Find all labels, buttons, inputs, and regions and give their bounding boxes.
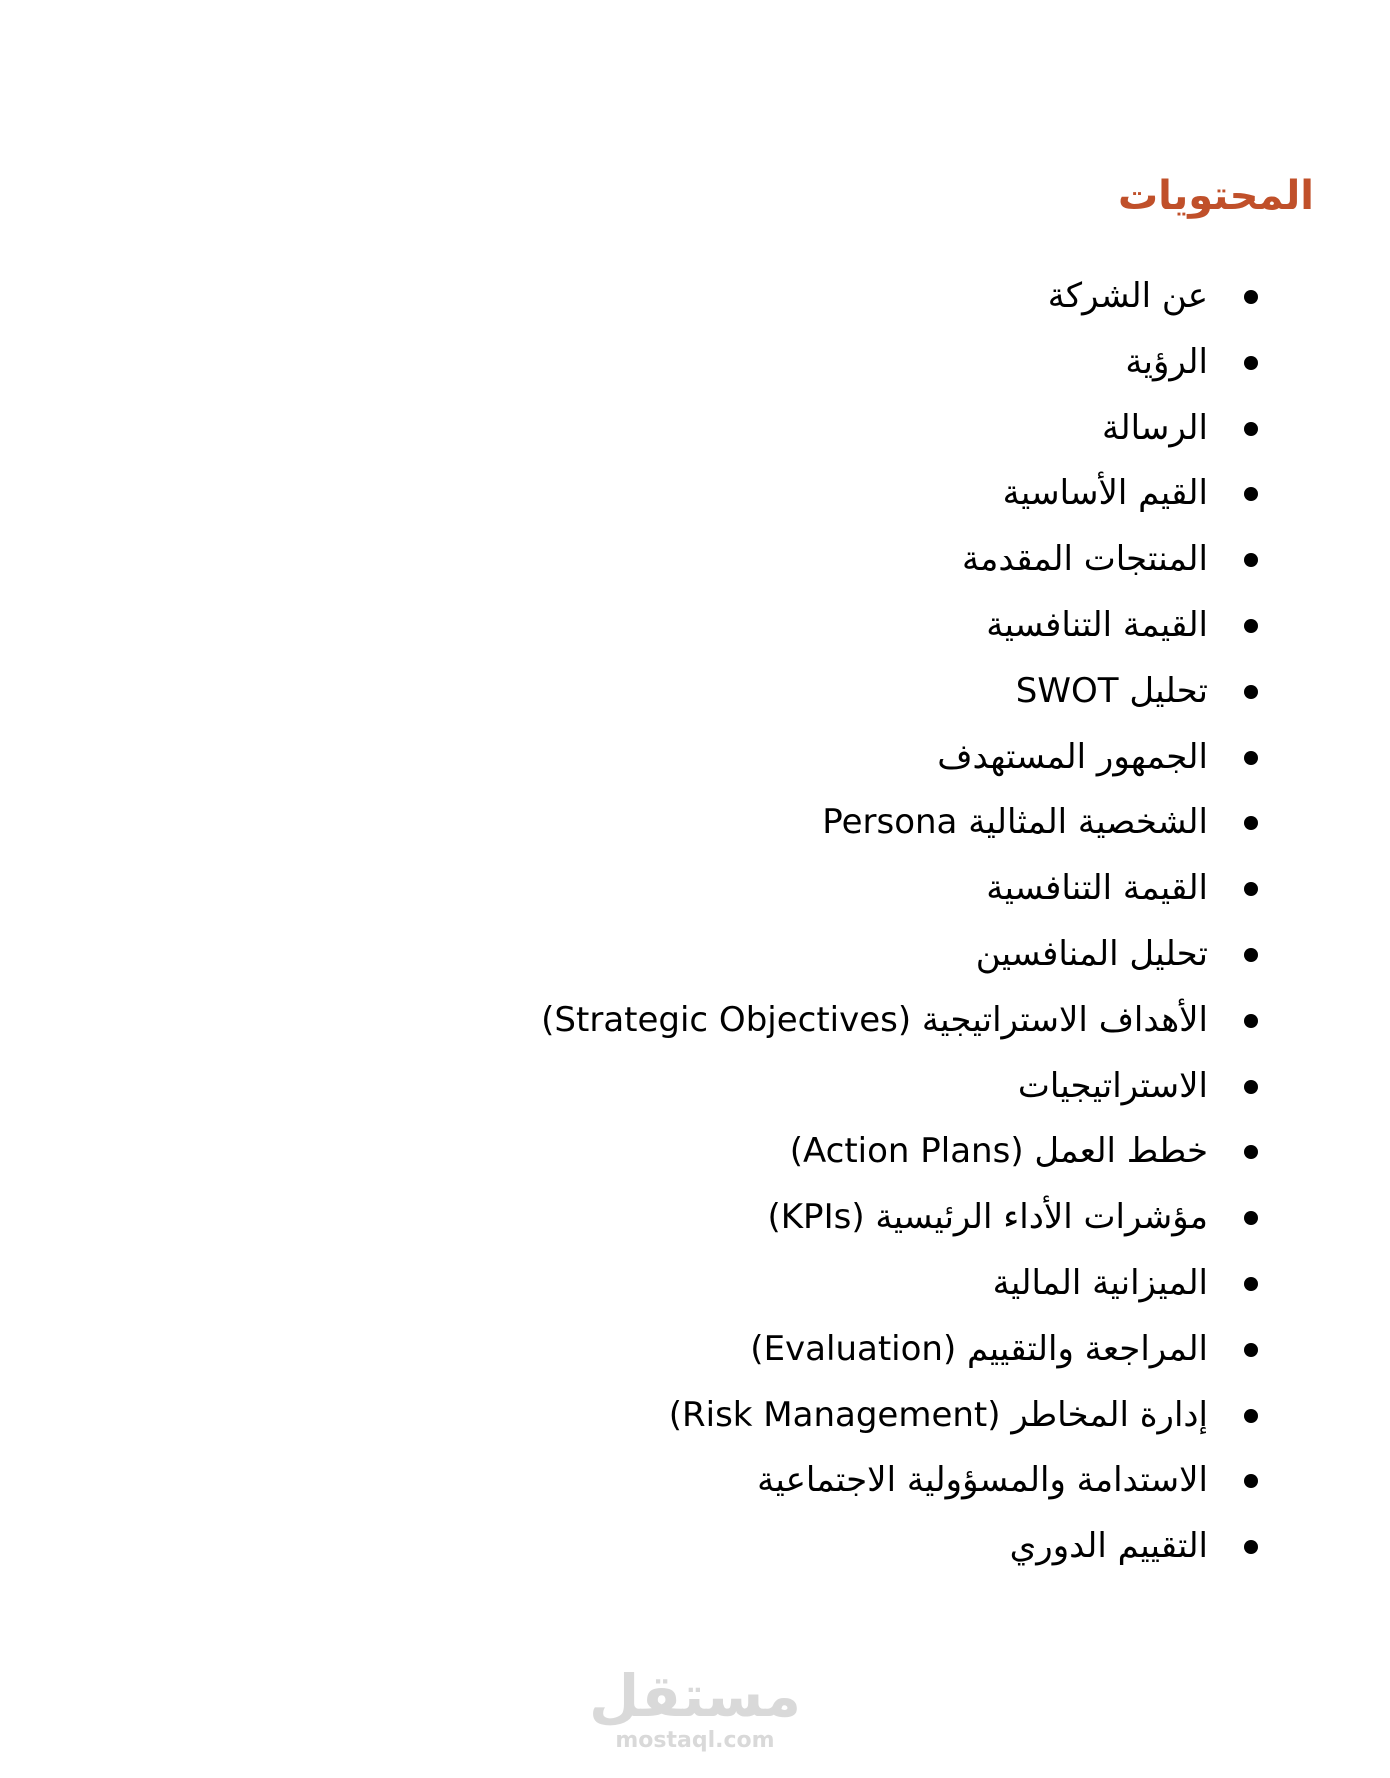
bullet-icon bbox=[1244, 816, 1258, 830]
toc-item-label: عن الشركة bbox=[1047, 276, 1208, 316]
toc-item bbox=[541, 1448, 1258, 1514]
bullet-icon bbox=[1244, 356, 1258, 370]
bullet-icon bbox=[1244, 553, 1258, 567]
toc-item bbox=[541, 856, 1258, 922]
watermark-logo: مستقل bbox=[588, 1662, 802, 1730]
bullet-icon bbox=[1244, 1014, 1258, 1028]
toc-item-label: التقييم الدوري bbox=[1009, 1526, 1208, 1567]
bullet-icon bbox=[1244, 1343, 1258, 1357]
toc-item bbox=[541, 659, 1258, 725]
bullet-icon bbox=[1244, 1409, 1258, 1423]
toc-item bbox=[541, 988, 1258, 1054]
toc-item bbox=[541, 1119, 1258, 1185]
bullet-icon bbox=[1244, 685, 1258, 699]
toc-item-label: الاستراتيجيات bbox=[1017, 1065, 1208, 1106]
toc-item bbox=[541, 527, 1258, 593]
bullet-icon bbox=[1244, 1474, 1258, 1488]
toc-item bbox=[541, 1251, 1258, 1317]
bullet-icon bbox=[1244, 1211, 1258, 1225]
toc-item-label: خطط العمل (Action Plans) bbox=[789, 1131, 1208, 1172]
toc-item bbox=[541, 725, 1258, 791]
toc-title: المحتويات bbox=[1117, 173, 1314, 219]
toc-item-label: مؤشرات الأداء الرئيسية (KPIs) bbox=[767, 1197, 1208, 1238]
toc-item-label: الاستدامة والمسؤولية الاجتماعية bbox=[757, 1460, 1208, 1501]
toc-item-label: الشخصية المثالية Persona bbox=[822, 802, 1208, 843]
toc-item-label: القيمة التنافسية bbox=[986, 604, 1208, 645]
toc-item-label: الأهداف الاستراتيجية (Strategic Objectives) bbox=[541, 999, 1208, 1040]
toc-item bbox=[541, 1185, 1258, 1251]
toc-item bbox=[541, 264, 1258, 330]
toc-item-label: القيمة التنافسية bbox=[986, 868, 1208, 909]
toc-item bbox=[541, 922, 1258, 988]
bullet-icon bbox=[1244, 882, 1258, 896]
toc-item bbox=[541, 1514, 1258, 1580]
toc-item-label: القيم الأساسية bbox=[1002, 473, 1208, 514]
bullet-icon bbox=[1244, 751, 1258, 765]
toc-item bbox=[541, 593, 1258, 659]
toc-item bbox=[541, 396, 1258, 462]
bullet-icon bbox=[1244, 487, 1258, 501]
toc-item-label: تحليل SWOT bbox=[1015, 670, 1208, 711]
bullet-icon bbox=[1244, 1540, 1258, 1554]
bullet-icon bbox=[1244, 1080, 1258, 1094]
bullet-icon bbox=[1244, 948, 1258, 962]
mostaql-watermark bbox=[0, 1664, 1390, 1754]
toc-item-label: الرؤية bbox=[1125, 341, 1208, 382]
bullet-icon bbox=[1244, 1277, 1258, 1291]
toc-item bbox=[541, 790, 1258, 856]
toc-list bbox=[541, 264, 1258, 1580]
toc-item-label: الميزانية المالية bbox=[992, 1262, 1208, 1303]
toc-item bbox=[541, 330, 1258, 396]
toc-item-label: الرسالة bbox=[1101, 407, 1208, 448]
toc-item-label: إدارة المخاطر (Risk Management) bbox=[668, 1394, 1208, 1435]
toc-item-label: الجمهور المستهدف bbox=[937, 736, 1208, 777]
bullet-icon bbox=[1244, 1145, 1258, 1159]
toc-item-label: المراجعة والتقييم (Evaluation) bbox=[750, 1328, 1208, 1369]
toc-item-label: المنتجات المقدمة bbox=[961, 539, 1208, 580]
bullet-icon bbox=[1244, 619, 1258, 633]
toc-item bbox=[541, 461, 1258, 527]
bullet-icon bbox=[1244, 290, 1258, 304]
toc-item-label: تحليل المنافسين bbox=[975, 933, 1208, 974]
toc-item bbox=[541, 1383, 1258, 1449]
bullet-icon bbox=[1244, 422, 1258, 436]
toc-item bbox=[541, 1054, 1258, 1120]
toc-item bbox=[541, 1317, 1258, 1383]
watermark-domain: mostaql.com bbox=[615, 1728, 775, 1753]
